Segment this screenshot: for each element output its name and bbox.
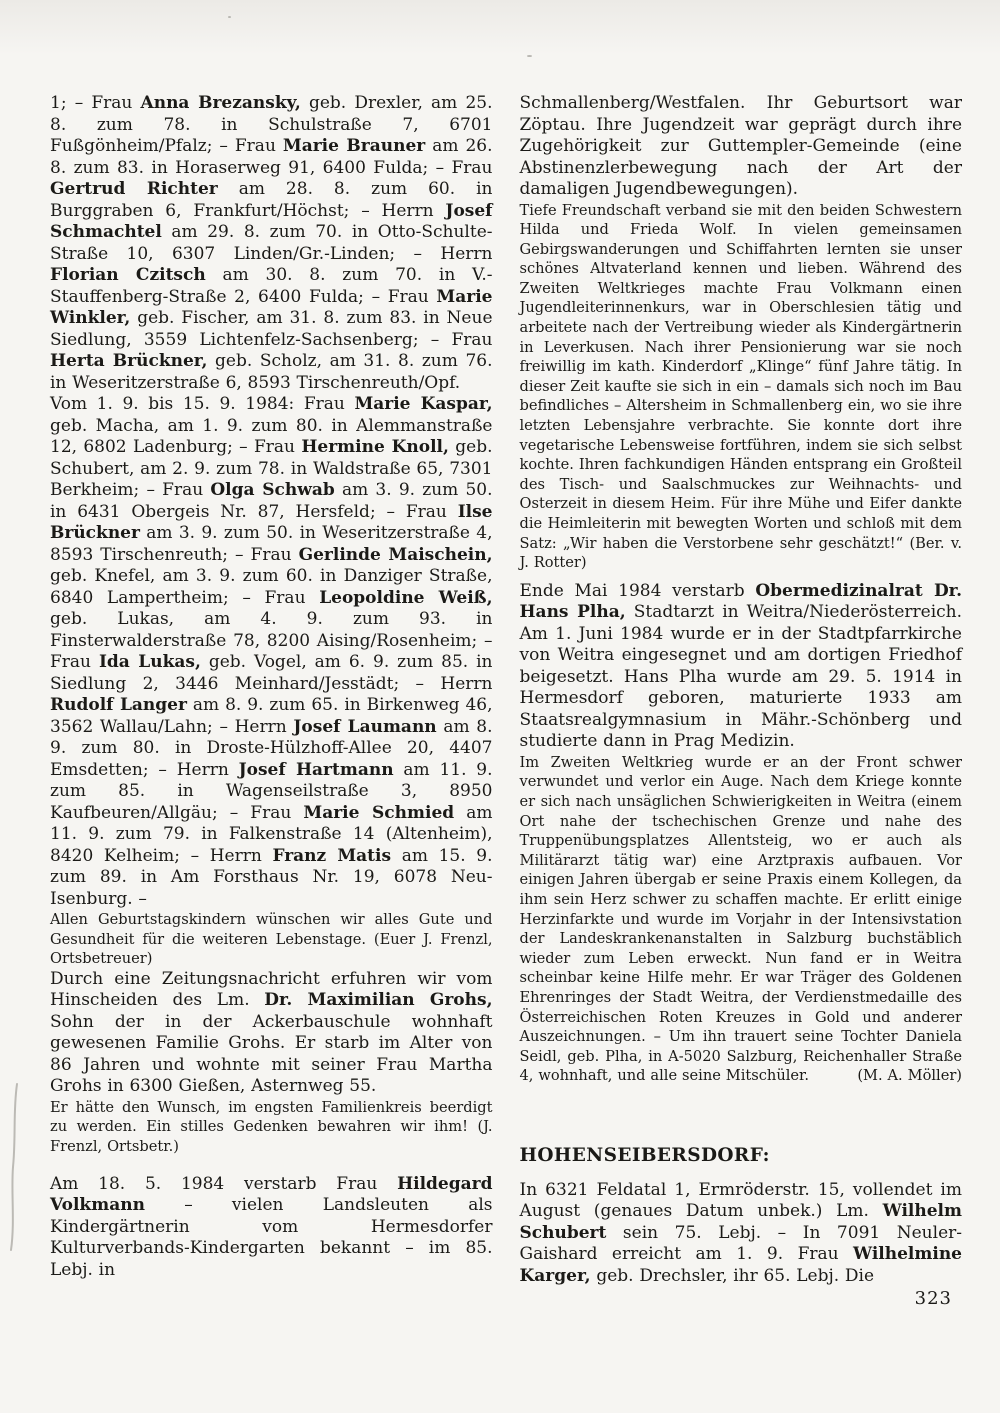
handwritten-margin-mark (6, 1082, 22, 1252)
birthday-list-september: Vom 1. 9. bis 15. 9. 1984: Frau Marie Kaspar, geb. Macha, am 1. 9. zum 80. in Alemmanstraße 12, 6802 Ladenburg; – Frau Hermine Knoll, geb. Schubert, am 2. 9. zum 78. in Waldstraße 65, 7301 Berkheim; – Frau Olga Schwab am 3. 9. zum 50. in 6431 Obergeis Nr. 87, Hersfeld; – Frau Ilse Brückner am 3. 9. zum 50. in Weseritzerstraße 4, 8593 Tirschenreuth; – Frau Gerlinde Maischein, geb. Knefel, am 3. 9. zum 60. in Danziger Straße, 6840 Lampertheim; – Frau Leopoldine Weiß, geb. Lukas, am 4. 9. zum 93. in Finsterwalderstraße 78, 8200 Aising/Rosenheim; – Frau Ida Lukas, geb. Vogel, am 6. 9. zum 85. in Siedlung 2, 3446 Meinhard/Jesstädt; – Herrn Rudolf Langer am 8. 9. zum 65. in Birkenweg 46, 3562 Wallau/Lahn; – Herrn Josef Laumann am 8. 9. zum 80. in Droste-Hülzhoff-Allee 20, 4407 Emsdetten; – Herrn Josef Hartmann am 11. 9. zum 85. in Wagenseilstraße 3, 8950 Kaufbeuren/Allgäu; – Frau Marie Schmied am 11. 9. zum 79. in Falkenstraße 14 (Altenheim), 8420 Kelheim; – Herrn Franz Matis am 15. 9. zum 89. in Am Forsthaus Nr. 19, 6078 Neu-Isenburg. – (50, 394, 493, 909)
birthday-list-august: 1; – Frau Anna Brezansky, geb. Drexler, am 25. 8. zum 78. in Schulstraße 7, 6701 Fußgönheim/Pfalz; – Frau Marie Brauner am 26. 8. zum 83. in Horaserweg 91, 6400 Fulda; – Frau Gertrud Richter am 28. 8. zum 60. in Burggraben 6, Frankfurt/Höchst; – Herrn Josef Schmachtel am 29. 8. zum 70. in Otto-Schulte-Straße 10, 6307 Linden/Gr.-Linden; – Herrn Florian Czitsch am 30. 8. zum 70. in V.-Stauffenberg-Straße 2, 6400 Fulda; – Frau Marie Winkler, geb. Fischer, am 31. 8. zum 83. in Neue Siedlung, 3559 Lichtenfelz-Sachsenberg; – Frau Herta Brückner, geb. Scholz, am 31. 8. zum 76. in Weseritzerstraße 6, 8593 Tirschenreuth/Opf. (50, 93, 493, 393)
page-number: 323 (914, 1288, 952, 1309)
plha-life-note: Im Zweiten Weltkrieg wurde er an der Front schwer verwundet und verlor ein Auge. Nach dem Kriege konnte er sich nach unsäglichen Schwierigkeiten in Weitra (einem Ort nahe der tschechischen Grenze und nahe des Truppenübungsplatzes Allentsteig, wo er auch als Militärarzt tätig war) eine Arztpraxis aufbauen. Vor einigen Jahren übergab er seine Praxis einem Kollegen, da ihm sein Herz schwer zu schaffen machte. Er erlitt einige Herzinfarkte und wurde im Vorjahr in der Intensivstation der Landeskrankenanstalten in Salzburg buchstäblich wieder zum Leben erweckt. Nun fand er in Weitra scheinbar keine Hilfe mehr. Er war Träger des Goldenen Ehrenringes der Stadt Weitra, der Verdienstmedaille des Österreichischen Roten Kreuzes in Gold und anderer Auszeichnungen. – Um ihn trauert seine Tochter Daniela Seidl, geb. Plha, in A-5020 Salzburg, Reichenhaller Straße 4, wohnhaft, und alle seine Mitschüler. (M. A. Möller) (519, 753, 962, 1085)
volkmann-life-note: Tiefe Freundschaft verband sie mit den beiden Schwestern Hilda und Frieda Wolf. In vielen gemeinsamen Gebirgswanderungen und Schiffahrten lernten sie unser schönes Altvaterland kennen und lieben. Während des Zweiten Weltkrieges machte Frau Volkmann einen Jugendleiterinnenkurs, war in Oberschlesien tätig und arbeitete nach der Vertreibung wieder als Kindergärtnerin in Leverkusen. Nach ihrer Pensionierung war sie noch freiwillig im kath. Kinderdorf „Klinge“ fünf Jahre tätig. In dieser Zeit kaufte sie sich in ein – damals sich noch im Bau befindliches – Altersheim in Schmallenberg ein, wo sie ihre letzten Lebensjahre verbrachte. Sie konnte dort ihre vegetarische Lebensweise fortführen, indem sie sich selbst kochte. Ihren fachkundigen Händen entsprang ein Großteil des Tisch- und Saalschmuckes zur Weihnachts- und Osterzeit in diesem Heim. Für ihre Mühe und Eifer dankte die Heimleiterin mit bewegten Worten und schloß mit dem Satz: „Wir haben die Verstorbene sehr geschätzt!“ (Ber. v. J. Rotter) (519, 201, 962, 572)
left-column (50, 93, 493, 1287)
paper-speck (527, 55, 532, 57)
paper-speck (228, 16, 231, 18)
obituary-volkmann-continued: Schmallenberg/Westfalen. Ihr Geburtsort war Zöptau. Ihre Jugendzeit war geprägt durch ihre Zugehörigkeit zur Guttempler-Gemeinde (eine Abstinenzlerbewegung nach der Art der damaligen Jugendbewegungen). (519, 93, 962, 199)
birthday-wishes-note: Allen Geburtstagskindern wünschen wir alles Gute und Gesundheit für die weiteren Lebenstage. (Euer J. Frenzl, Ortsbetreuer) (50, 911, 493, 968)
obituary-grohs: Durch eine Zeitungsnachricht erfuhren wir vom Hinscheiden des Lm. Dr. Maximilian Grohs, Sohn der in der Ackerbauschule wohnhaft gewesenen Familie Grohs. Er starb im Alter von 86 Jahren und wohnte mit seiner Frau Martha Grohs in 6300 Gießen, Asternweg 55. (50, 968, 493, 1097)
hohenseibersdorf-entries: In 6321 Feldatal 1, Ermröderstr. 15, vollendet im August (genaues Datum unbek.) Lm. Wilhelm Schubert sein 75. Lebj. – In 7091 Neuler-Gaishard erreicht am 1. 9. Frau Wilhelmine Karger, geb. Drechsler, ihr 65. Lebj. Die (519, 1179, 962, 1286)
hohenseibersdorf-heading: HOHENSEIBERSDORF: (519, 1144, 770, 1166)
grohs-funeral-note: Er hätte den Wunsch, im engsten Familienkreis beerdigt zu werden. Ein stilles Gedenken bewahren wir ihm! (J. Frenzl, Ortsbetr.) (50, 1098, 493, 1155)
obituary-plha: Ende Mai 1984 verstarb Obermedizinalrat Dr. Hans Plha, Stadtarzt in Weitra/Niederösterreich. Am 1. Juni 1984 wurde er in der Stadtpfarrkirche von Weitra eingesegnet und am dortigen Friedhof beigesetzt. Hans Plha wurde am 29. 5. 1914 in Hermesdorf geboren, maturierte 1933 am Staatsrealgymnasium in Mähr.-Schönberg und studierte dann in Prag Medizin. (519, 580, 963, 752)
text-columns (50, 93, 962, 1287)
right-column (520, 93, 963, 1287)
obituary-volkmann-start: Am 18. 5. 1984 verstarb Frau Hildegard Volkmann – vielen Landsleuten als Kindergärtnerin vom Hermesdorfer Kulturverbands-Kindergarten bekannt – im 85. Lebj. in (50, 1173, 493, 1280)
